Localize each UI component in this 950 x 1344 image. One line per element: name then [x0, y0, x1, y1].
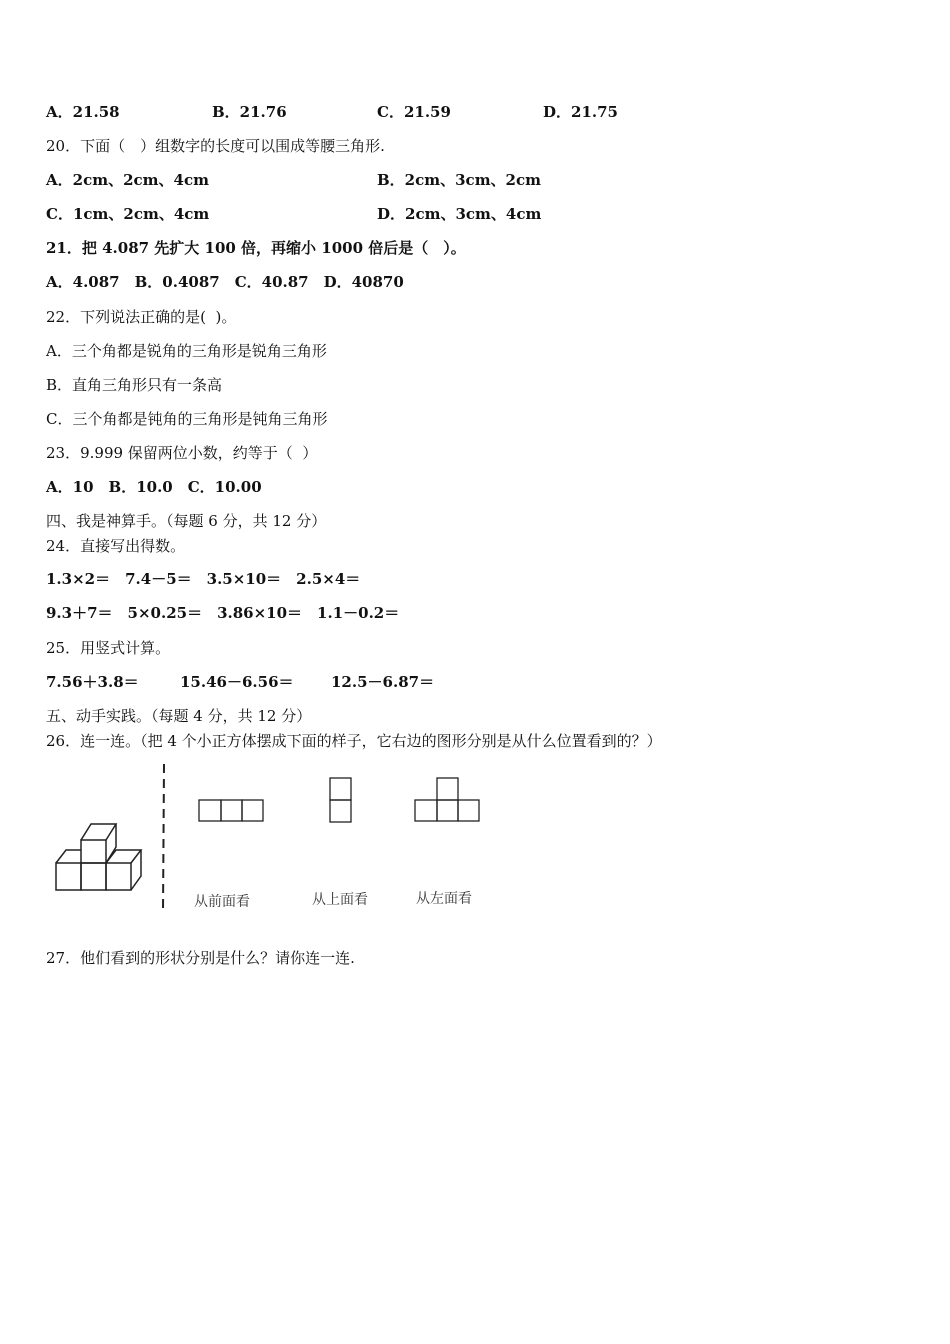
q20-option-a: A．2cm、2cm、4cm: [46, 171, 209, 189]
q24-row1: 1.3×2＝ 7.4－5＝ 3.5×10＝ 2.5×4＝: [46, 570, 361, 588]
q19-option-d: D．21.75: [543, 103, 618, 121]
q25-item-2: 15.46－6.56＝: [180, 673, 294, 691]
q24-row2: 9.3＋7＝ 5×0.25＝ 3.86×10＝ 1.1－0.2＝: [46, 604, 400, 622]
q22-option-b: B．直角三角形只有一条高: [46, 376, 223, 394]
q22-option-c: C．三个角都是钝角的三角形是钝角三角形: [46, 410, 328, 428]
q19-option-a: A．21.58: [46, 103, 120, 121]
label-left-view: 从左面看: [416, 891, 472, 907]
q23-options: A．10 B．10.0 C．10.00: [46, 478, 262, 496]
q24-stem: 24．直接写出得数。: [46, 537, 186, 555]
q26-stem: 26．连一连。（把 4 个小正方体摆成下面的样子，它右边的图形分别是从什么位置看到的？）: [46, 732, 662, 750]
label-top-view: 从上面看: [312, 892, 368, 908]
q20-stem: 20．下面（ ）组数字的长度可以围成等腰三角形.: [46, 137, 385, 155]
q22-stem: 22．下列说法正确的是( )。: [46, 308, 237, 326]
q19-option-b: B．21.76: [212, 103, 287, 121]
q21-stem: 21．把 4.087 先扩大 100 倍，再缩小 1000 倍后是（ ）。: [46, 239, 466, 257]
dashed-divider: [160, 764, 168, 912]
q25-item-1: 7.56＋3.8＝: [46, 673, 139, 691]
label-front-view: 从前面看: [194, 894, 250, 910]
q22-option-a: A．三个角都是锐角的三角形是锐角三角形: [46, 342, 327, 360]
q23-stem: 23．9.999 保留两位小数，约等于（ ）: [46, 444, 318, 462]
q27-stem: 27．他们看到的形状分别是什么？请你连一连.: [46, 949, 355, 967]
q20-option-c: C．1cm、2cm、4cm: [46, 205, 210, 223]
view-shape-two-stacked: [328, 776, 354, 824]
q25-item-3: 12.5－6.87＝: [331, 673, 435, 691]
view-shape-three-in-row: [197, 798, 267, 824]
q20-option-b: B．2cm、3cm、2cm: [377, 171, 542, 189]
section4-title: 四、我是神算手。（每题 6 分，共 12 分）: [46, 512, 327, 530]
q19-option-c: C．21.59: [377, 103, 451, 121]
cube-arrangement-figure: [50, 818, 152, 898]
q25-stem: 25．用竖式计算。: [46, 639, 171, 657]
q20-option-d: D．2cm、3cm、4cm: [377, 205, 542, 223]
section5-title: 五、动手实践。（每题 4 分，共 12 分）: [46, 707, 312, 725]
view-shape-t-shape: [413, 776, 483, 824]
q21-options: A．4.087 B．0.4087 C．40.87 D．40870: [46, 273, 404, 291]
